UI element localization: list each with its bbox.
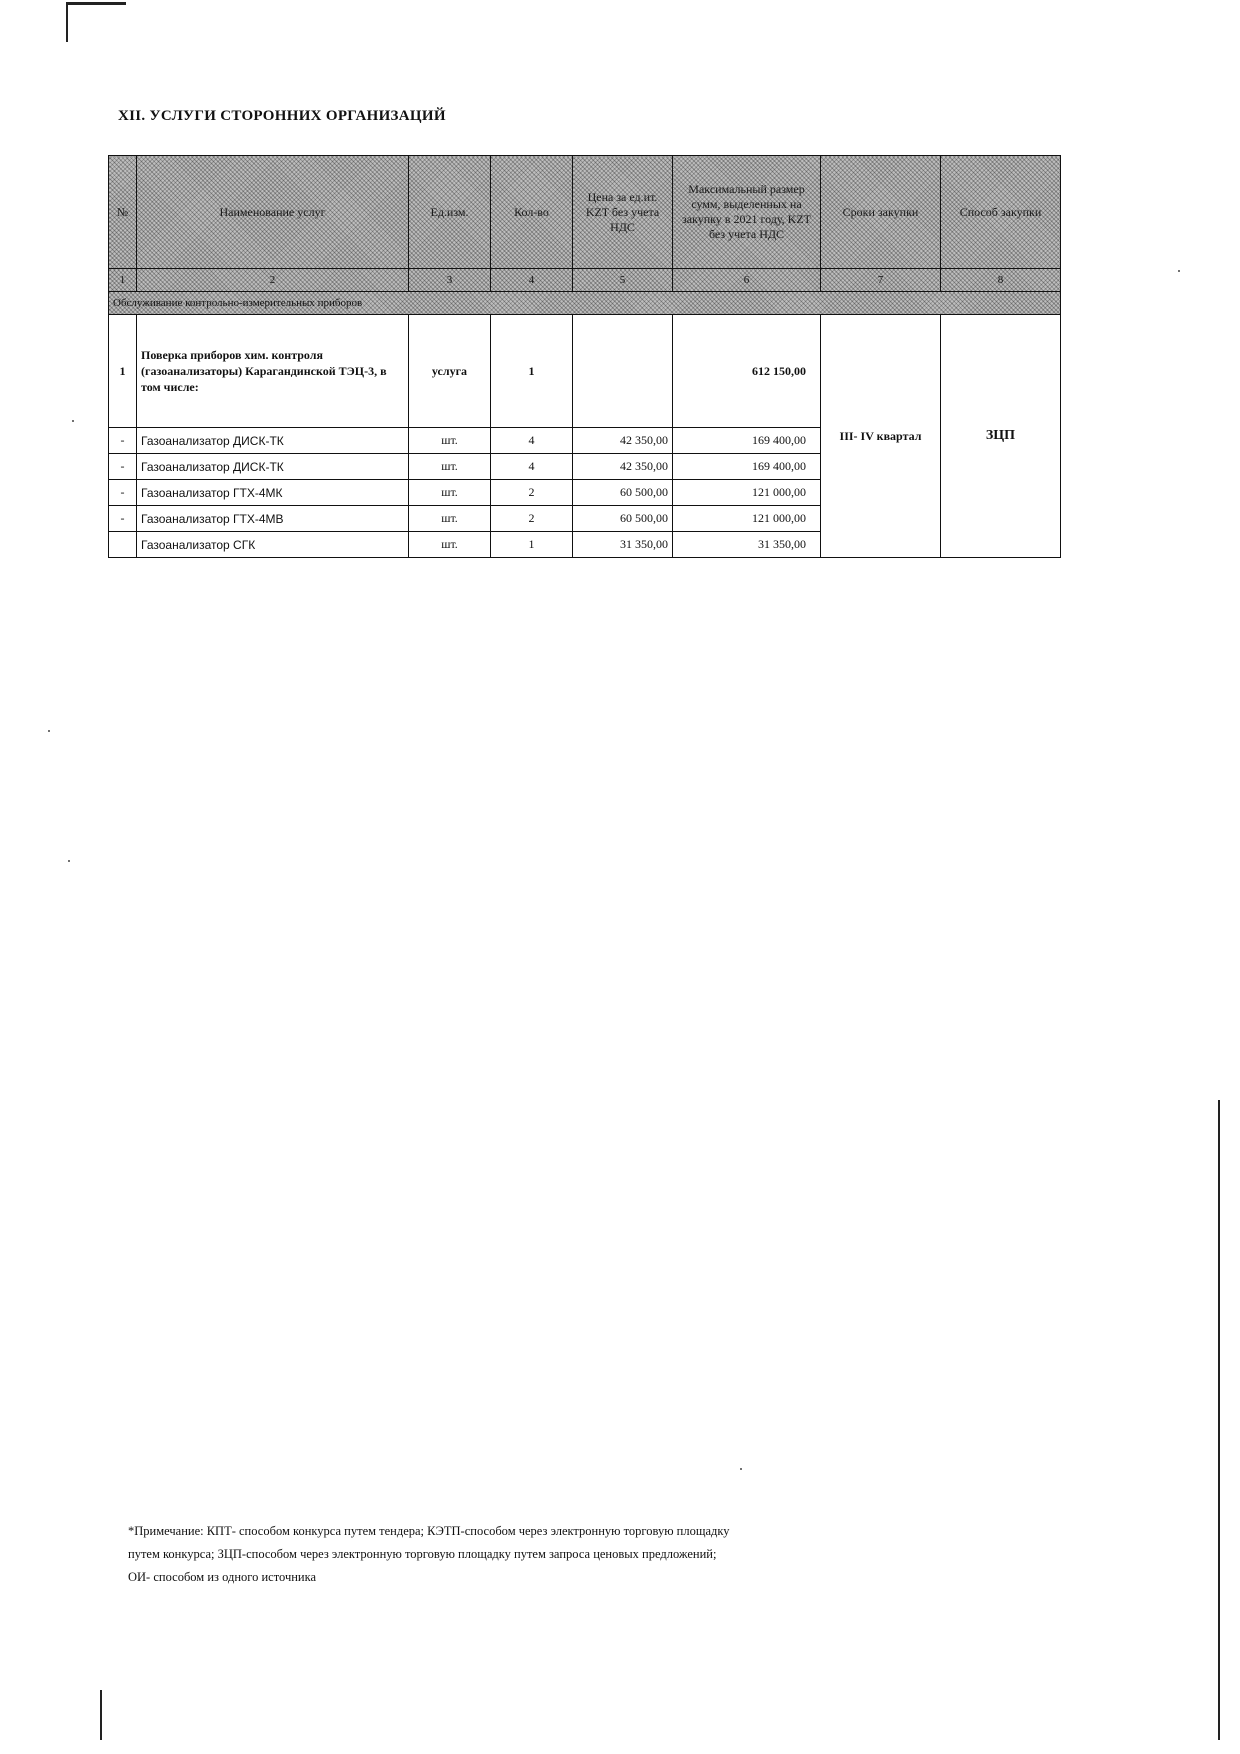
column-number: 2 bbox=[137, 269, 409, 292]
cell-num: - bbox=[109, 428, 137, 454]
header-total: Максимальный размер сумм, выделенных на закупку в 2021 году, KZT без учета НДС bbox=[673, 156, 821, 269]
scan-edge-mark bbox=[66, 2, 126, 5]
footnote-line: путем конкурса; ЗЦП-способом через электронную торговую площадку путем запроса ценовых предложений; bbox=[128, 1547, 717, 1561]
header-method: Способ закупки bbox=[941, 156, 1061, 269]
header-qty: Кол-во bbox=[491, 156, 573, 269]
section-title: XII. УСЛУГИ СТОРОННИХ ОРГАНИЗАЦИЙ bbox=[118, 108, 446, 124]
scan-edge-mark bbox=[66, 2, 68, 42]
cell-name: Газоанализатор ДИСК-ТК bbox=[137, 428, 409, 454]
scan-edge-mark bbox=[1218, 1100, 1220, 1740]
cell-price: 42 350,00 bbox=[573, 428, 673, 454]
cell-name: Поверка приборов хим. контроля (газоанализаторы) Карагандинской ТЭЦ-3, в том числе: bbox=[137, 315, 409, 428]
table-row-main bbox=[109, 315, 1061, 428]
cell-qty: 4 bbox=[491, 454, 573, 480]
cell-total: 612 150,00 bbox=[673, 315, 821, 428]
cell-qty: 1 bbox=[491, 532, 573, 558]
cell-total: 169 400,00 bbox=[673, 428, 821, 454]
cell-unit: шт. bbox=[409, 532, 491, 558]
services-table bbox=[108, 155, 1061, 558]
column-number: 7 bbox=[821, 269, 941, 292]
cell-price: 60 500,00 bbox=[573, 506, 673, 532]
column-number: 3 bbox=[409, 269, 491, 292]
cell-unit: шт. bbox=[409, 480, 491, 506]
cell-total: 121 000,00 bbox=[673, 506, 821, 532]
cell-num bbox=[109, 532, 137, 558]
footnote-line: ОИ- способом из одного источника bbox=[128, 1570, 317, 1584]
header-row bbox=[109, 156, 1061, 269]
cell-price: 60 500,00 bbox=[573, 480, 673, 506]
scan-speck bbox=[72, 420, 74, 422]
cell-name: Газоанализатор ДИСК-ТК bbox=[137, 454, 409, 480]
cell-term: III- IV квартал bbox=[821, 315, 941, 558]
cell-unit: шт. bbox=[409, 454, 491, 480]
cell-total: 169 400,00 bbox=[673, 454, 821, 480]
cell-qty: 2 bbox=[491, 506, 573, 532]
cell-num: - bbox=[109, 454, 137, 480]
group-row bbox=[109, 292, 1061, 315]
footnote bbox=[128, 1520, 928, 1589]
cell-qty: 1 bbox=[491, 315, 573, 428]
column-number: 8 bbox=[941, 269, 1061, 292]
column-number: 1 bbox=[109, 269, 137, 292]
scan-speck bbox=[1178, 270, 1180, 272]
column-number: 4 bbox=[491, 269, 573, 292]
cell-num: 1 bbox=[109, 315, 137, 428]
cell-num: - bbox=[109, 506, 137, 532]
cell-name: Газоанализатор СГК bbox=[137, 532, 409, 558]
scan-speck bbox=[68, 860, 70, 862]
cell-total: 121 000,00 bbox=[673, 480, 821, 506]
cell-name: Газоанализатор ГТХ-4МВ bbox=[137, 506, 409, 532]
column-number: 5 bbox=[573, 269, 673, 292]
cell-total: 31 350,00 bbox=[673, 532, 821, 558]
footnote-line: *Примечание: КПТ- способом конкурса путем тендера; КЭТП-способом через электронную торговую площадку bbox=[128, 1524, 730, 1538]
cell-method: ЗЦП bbox=[941, 315, 1061, 558]
scan-speck bbox=[48, 730, 50, 732]
scan-speck bbox=[740, 1468, 742, 1470]
cell-price: 42 350,00 bbox=[573, 454, 673, 480]
header-unit: Ед.изм. bbox=[409, 156, 491, 269]
cell-price: 31 350,00 bbox=[573, 532, 673, 558]
column-number-row bbox=[109, 269, 1061, 292]
group-label: Обслуживание контрольно-измерительных приборов bbox=[109, 292, 1061, 315]
cell-unit: услуга bbox=[409, 315, 491, 428]
cell-unit: шт. bbox=[409, 506, 491, 532]
scan-edge-mark bbox=[100, 1690, 102, 1740]
header-price: Цена за ед.ит. KZT без учета НДС bbox=[573, 156, 673, 269]
header-name: Наименование услуг bbox=[137, 156, 409, 269]
cell-price bbox=[573, 315, 673, 428]
cell-qty: 4 bbox=[491, 428, 573, 454]
cell-unit: шт. bbox=[409, 428, 491, 454]
header-term: Сроки закупки bbox=[821, 156, 941, 269]
cell-name: Газоанализатор ГТХ-4МК bbox=[137, 480, 409, 506]
header-num: № bbox=[109, 156, 137, 269]
cell-num: - bbox=[109, 480, 137, 506]
cell-qty: 2 bbox=[491, 480, 573, 506]
column-number: 6 bbox=[673, 269, 821, 292]
